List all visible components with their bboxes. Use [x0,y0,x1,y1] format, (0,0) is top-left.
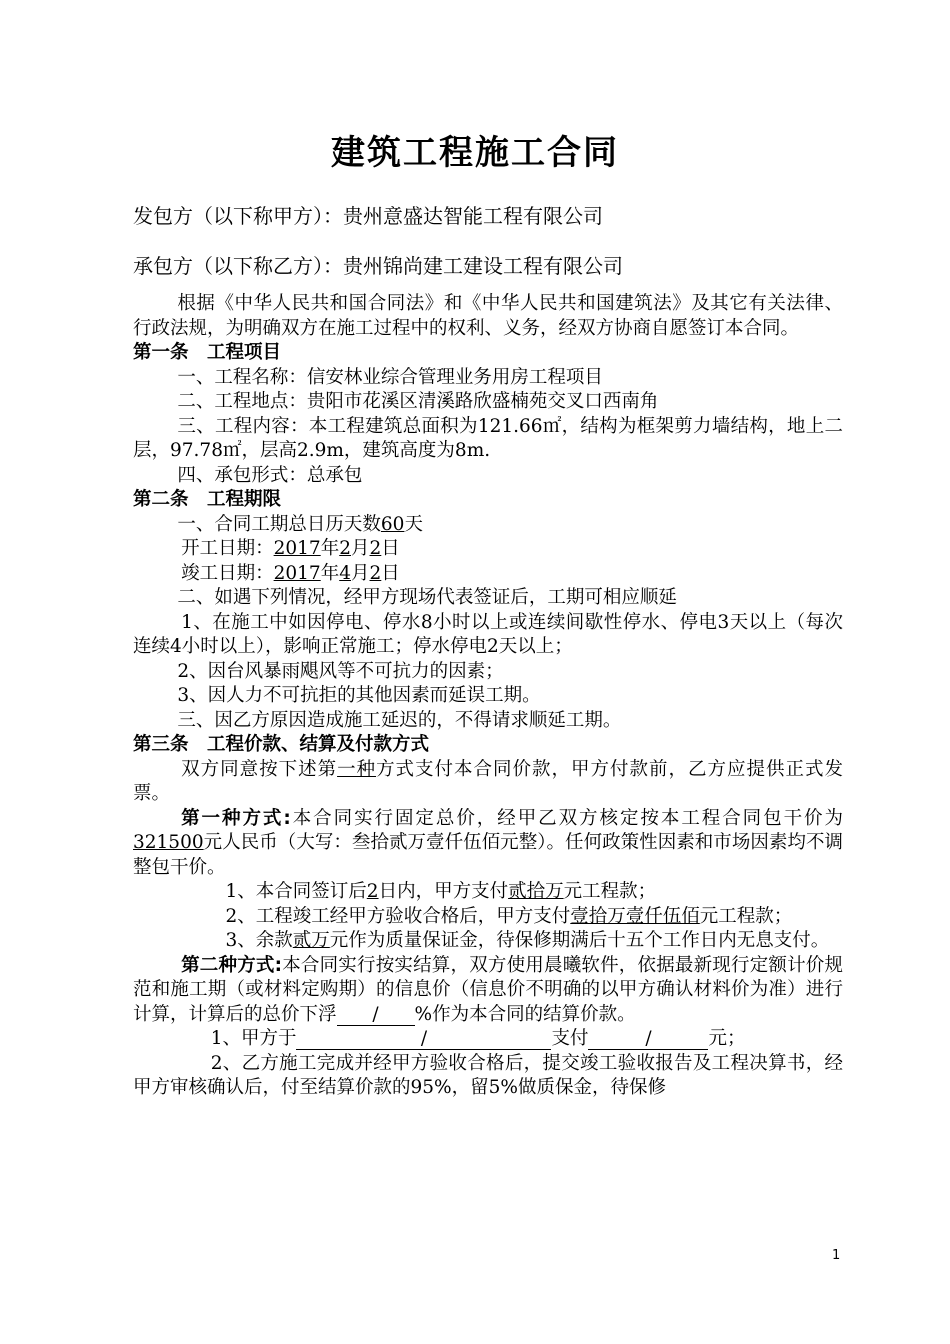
end-month: 4 [339,562,351,584]
payment-3-post: 元作为质量保证金，待保修期满后十五个工作日内无息支付。 [329,930,830,951]
project-content: 三、工程内容：本工程建筑总面积为121.66㎡，结构为框架剪力墙结构，地上二层，97.78㎡，层高2.9m，建筑高度为8m. [133,415,843,461]
article-2-heading: 第二条 工程期限 [133,489,282,510]
extension-item-2: 2、因台风暴雨飓风等不可抗力的因素； [177,660,504,682]
payment-2-text: 2、工程竣工经甲方验收合格后，甲方支付 [225,905,571,927]
agreement-text-post: 方式支付本合同价款，甲方付款前，乙方应提供正式发票。 [133,758,843,804]
selected-method: 一种 [337,758,377,780]
year-char: 年 [320,538,340,559]
method-2 [133,954,843,1028]
extension-clause: 二、如遇下列情况，经甲方现场代表签证后，工期可相应顺延 [177,587,677,608]
start-date-label: 开工日期： [181,538,274,559]
party-a: 发包方（以下称甲方）：贵州意盛达智能工程有限公司 [133,204,603,228]
day-char: 日 [381,562,400,584]
total-days-line [133,513,843,538]
contract-form: 四、承包形式：总承包 [177,464,363,486]
payment-2 [133,905,843,930]
payment-1-post: 元工程款； [563,881,657,902]
contract-price: 321500 [133,832,204,853]
payment-m2-1-post: 元； [708,1028,746,1049]
extension-item-3: 3、因人力不可抗拒的其他因素而延误工期。 [177,685,541,706]
payment-agreement [133,758,843,807]
year-char: 年 [320,562,340,584]
no-extension-clause: 三、因乙方原因造成施工延迟的，不得请求顺延工期。 [177,709,622,731]
end-day: 2 [369,562,382,584]
payment-1-mid: 日内，甲方支付 [378,881,509,902]
project-name: 一、工程名称：信安林业综合管理业务用房工程项目 [177,366,603,388]
payment-m2-1-mid: 支付 [551,1028,589,1049]
project-location: 二、工程地点：贵阳市花溪区清溪路欣盛楠苑交叉口西南角 [177,391,659,412]
extension-item-1: 1、在施工中如因停电、停水8小时以上或连续间歇性停水、停电3天以上（每次连续4小时以上），影响正常施工；停水停电2天以上； [133,611,843,657]
method-2-text-post: %作为本合同的结算价款。 [414,1003,636,1025]
start-date-line [133,537,843,562]
payment-2-post: 元工程款； [699,905,793,927]
total-days-value: 60 [380,513,405,535]
method-2-text: 本合同实行按实结算，双方使用晨曦软件，依据最新现行定额计价规范和施工期（或材料定购期）的信息价（信息价不明确的以甲方确认材料价为准）进行计算，计算后的总价下浮 [133,954,843,1025]
start-year: 2017 [273,538,321,559]
payment-3 [133,929,843,954]
payment-2-amount: 壹拾万壹仟伍佰 [570,905,700,927]
payment-1-text: 1、本合同签订后 [225,881,367,902]
method-1-label: 第一种方式: [181,807,291,829]
payment-time-blank: / [296,1029,551,1050]
payment-1-days: 2 [366,881,379,902]
total-days-label: 一、合同工期总日历天数 [177,513,381,535]
start-month: 2 [339,538,351,559]
day-char: 日 [381,538,400,559]
total-days-unit: 天 [404,513,423,535]
payment-m2-1 [133,1027,843,1052]
payment-m2-1-text: 1、甲方于 [210,1028,297,1049]
payment-3-text: 3、余款 [225,930,293,951]
end-year: 2017 [273,562,321,584]
method-1 [133,807,843,881]
payment-1-amount: 贰拾万 [508,881,564,902]
method-2-label: 第二种方式: [181,954,282,976]
end-date-line [133,562,843,587]
article-3-heading: 第三条 工程价款、结算及付款方式 [133,734,430,755]
payment-amount-blank: / [588,1029,708,1050]
payment-3-amount: 贰万 [292,930,330,951]
method-1-text: 本合同实行固定总价，经甲乙双方核定按本工程合同包干价为 [290,807,843,829]
discount-blank: / [337,1005,415,1026]
article-1-heading: 第一条 工程项目 [133,342,282,363]
contract-body [133,292,843,1101]
month-char: 月 [351,562,370,584]
payment-m2-2: 2、乙方施工完成并经甲方验收合格后，提交竣工验收报告及工程决算书，经甲方审核确认后，付至结算价款的95%，留5%做质保金，待保修 [133,1052,843,1098]
month-char: 月 [351,538,370,559]
contract-title: 建筑工程施工合同 [331,133,619,173]
party-b: 承包方（以下称乙方）：贵州锦尚建工建设工程有限公司 [133,254,623,278]
payment-1 [133,880,843,905]
intro-paragraph: 根据《中华人民共和国合同法》和《中华人民共和国建筑法》及其它有关法律、行政法规，为明确双方在施工过程中的权利、义务，经双方协商自愿签订本合同。 [133,293,843,339]
page-number: 1 [832,1248,841,1263]
agreement-text: 双方同意按下述第 [181,758,338,780]
end-date-label: 竣工日期： [181,562,274,584]
start-day: 2 [369,538,382,559]
method-1-text-post: 元人民币（大写：叁拾贰万壹仟伍佰元整）。任何政策性因素和市场因素均不调整包干价。 [133,832,843,878]
